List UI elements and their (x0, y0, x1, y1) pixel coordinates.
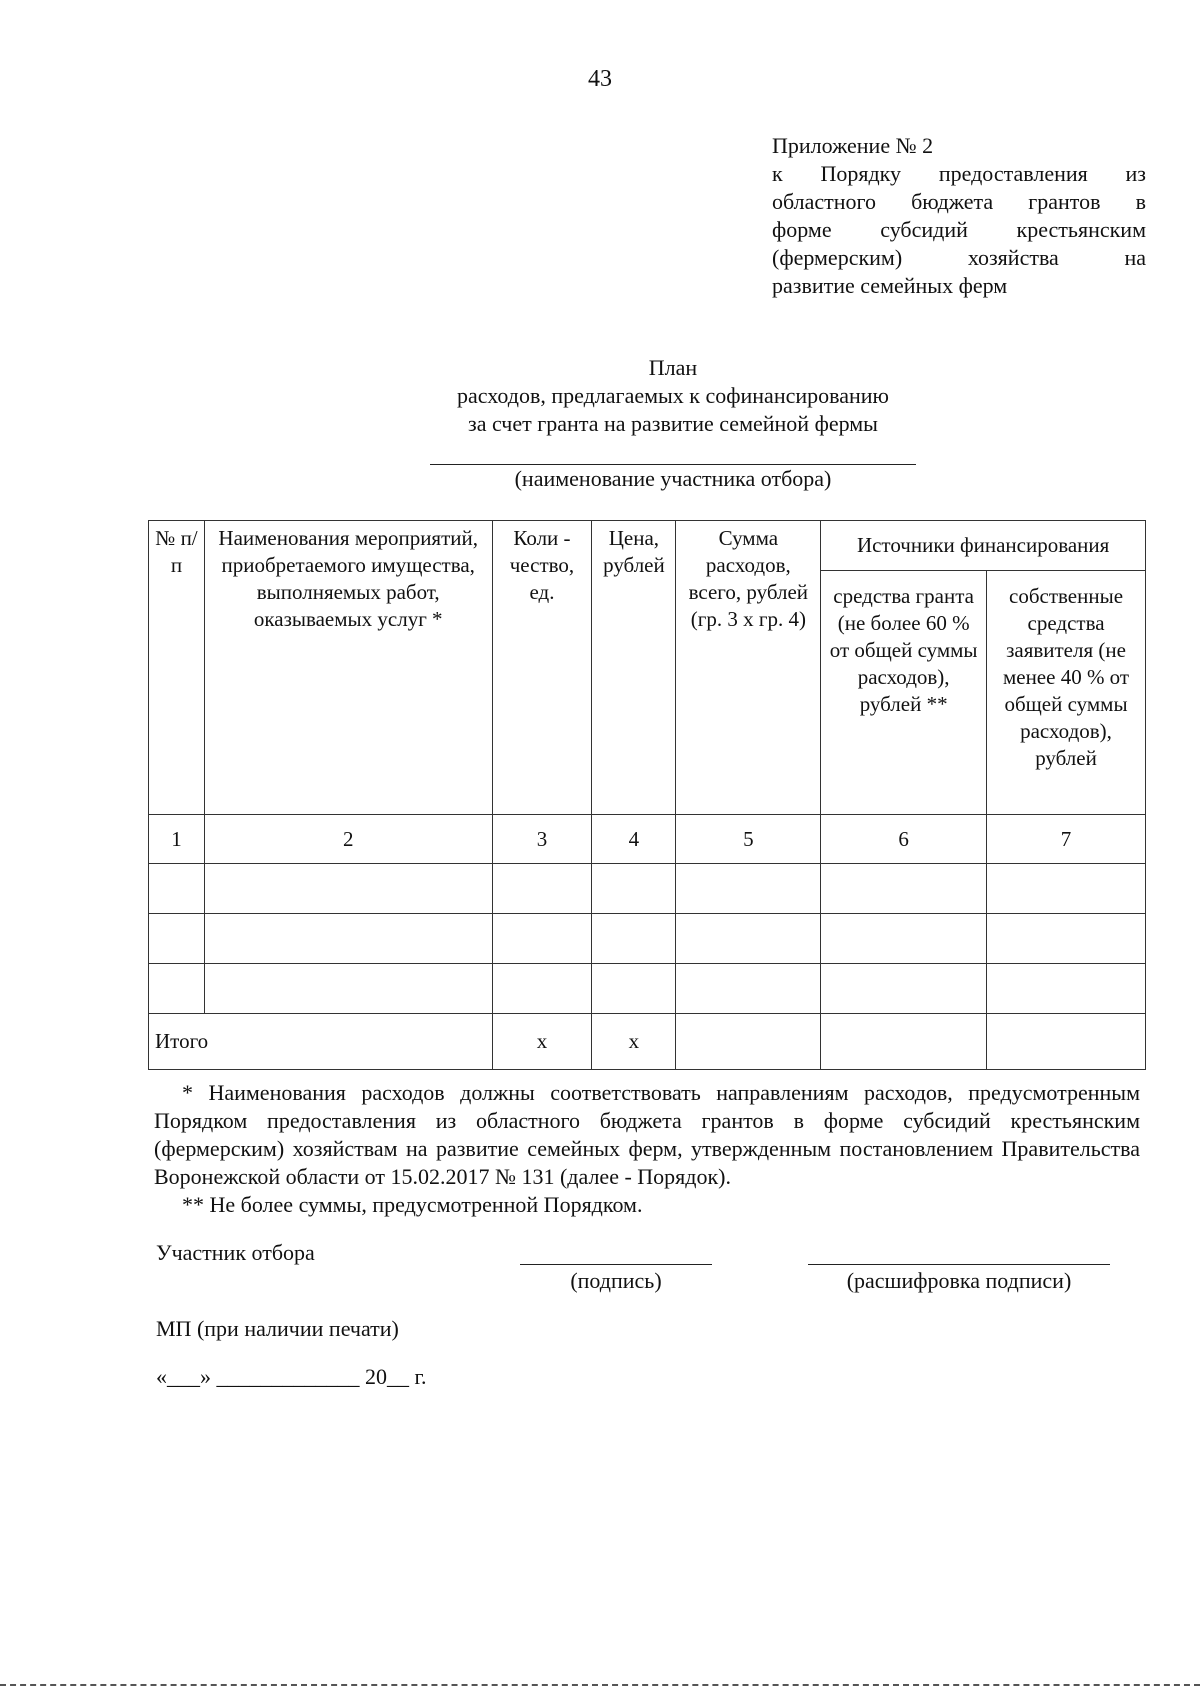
table-cell (492, 964, 592, 1014)
table-cell (676, 914, 821, 964)
total-price: х (592, 1014, 676, 1070)
appendix-line: форме субсидий крестьянским (772, 217, 1146, 242)
table-cell (592, 964, 676, 1014)
table-cell (149, 864, 205, 914)
total-row (149, 1014, 1146, 1070)
table-cell (987, 914, 1146, 964)
footnotes (154, 1079, 1140, 1219)
column-number: 3 (492, 815, 592, 864)
header-name: Наименования мероприятий, приобретаемого имущества, выполняемых работ, оказываемых услуг * (204, 521, 492, 815)
footnote-1: * Наименования расходов должны соответствовать направлениям расходов, предусмотренным Порядком предоставления из областного бюджета грантов в форме субсидий крестьянским (фермерским) хозяйствам на развитие семейных ферм, утвержденным постановлением Правительства Воронежской области от 15.02.2017 № 131 (далее - Порядок). (154, 1080, 1140, 1189)
document-title (0, 354, 1200, 438)
table-cell (821, 914, 987, 964)
total-label: Итого (149, 1014, 493, 1070)
column-number-row (149, 815, 1146, 864)
appendix-title: Приложение № 2 (772, 133, 934, 158)
expense-plan-table (148, 520, 1146, 1070)
page-number: 43 (588, 66, 612, 92)
participant-name-caption: (наименование участника отбора) (514, 466, 832, 491)
table-cell (204, 914, 492, 964)
column-number: 4 (592, 815, 676, 864)
header-quantity: Коли - чество, ед. (492, 521, 592, 815)
appendix-block (772, 132, 1146, 300)
table-cell (149, 914, 205, 964)
total-own (987, 1014, 1146, 1070)
signature-caption: (подпись) (570, 1268, 662, 1293)
page-bottom-border (0, 1684, 1200, 1686)
total-quantity: х (492, 1014, 592, 1070)
header-own-funds: собственные средства заявителя (не менее 40 % от общей суммы расходов), рублей (987, 571, 1146, 815)
column-number: 2 (204, 815, 492, 864)
stamp-label: МП (при наличии печати) (156, 1316, 399, 1341)
header-total-sum: Сумма расходов, всего, рублей (гр. 3 х гр. 4) (676, 521, 821, 815)
appendix-line: к Порядку предоставления из (772, 161, 1146, 186)
column-number: 1 (149, 815, 205, 864)
signature-line (520, 1264, 712, 1265)
table-cell (204, 864, 492, 914)
header-grant-funds: средства гранта (не более 60 % от общей суммы расходов), рублей ** (821, 571, 987, 815)
title-line: План (648, 355, 698, 380)
appendix-line: областного бюджета грантов в (772, 189, 1146, 214)
signature-decode-line (808, 1264, 1110, 1265)
table-cell (149, 964, 205, 1014)
date-line: «___» _____________ 20__ г. (156, 1364, 427, 1389)
header-funding-sources: Источники финансирования (821, 521, 1146, 571)
appendix-line: развитие семейных ферм (772, 273, 1008, 298)
header-price: Цена, рублей (592, 521, 676, 815)
column-number: 6 (821, 815, 987, 864)
table-cell (492, 914, 592, 964)
title-line: расходов, предлагаемых к софинансированию (457, 383, 889, 408)
table-row (149, 964, 1146, 1014)
table-cell (987, 864, 1146, 914)
total-sum (676, 1014, 821, 1070)
table-cell (676, 964, 821, 1014)
column-number: 5 (676, 815, 821, 864)
total-grant (821, 1014, 987, 1070)
header-number: № п/п (149, 521, 205, 815)
table-cell (592, 864, 676, 914)
column-number: 7 (987, 815, 1146, 864)
table-cell (492, 864, 592, 914)
table-cell (987, 964, 1146, 1014)
appendix-line: (фермерским) хозяйства на (772, 245, 1146, 270)
table-cell (676, 864, 821, 914)
participant-name-line (430, 464, 916, 465)
participant-label: Участник отбора (156, 1240, 315, 1265)
title-line: за счет гранта на развитие семейной фермы (468, 411, 878, 436)
table-cell (592, 914, 676, 964)
table-cell (821, 864, 987, 914)
signature-decode-caption: (расшифровка подписи) (846, 1268, 1072, 1293)
table-row (149, 914, 1146, 964)
footnote-2: ** Не более суммы, предусмотренной Порядком. (182, 1192, 643, 1217)
table-cell (204, 964, 492, 1014)
table-row (149, 864, 1146, 914)
table-cell (821, 964, 987, 1014)
